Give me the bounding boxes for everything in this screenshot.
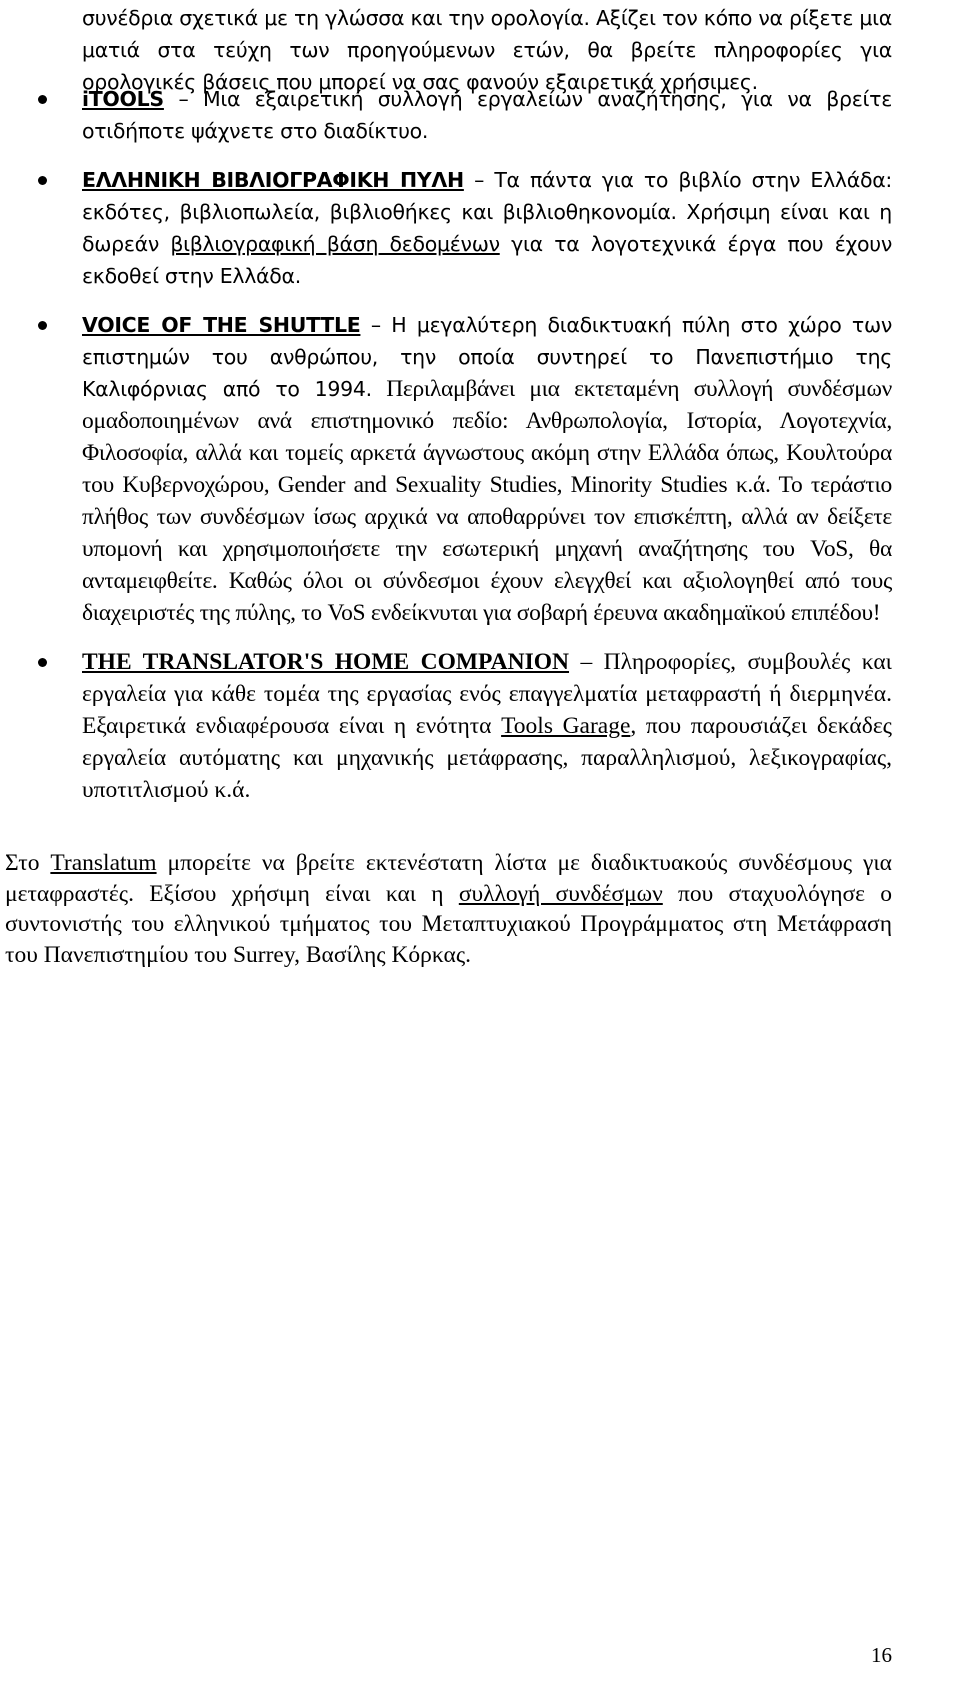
itools-description: – Μια εξαιρετική συλλογή εργαλείων αναζήτησης, για να βρείτε οτιδήποτε ψάχνετε στο διαδίκτυο. (82, 87, 892, 143)
list-item-itools (82, 83, 892, 147)
list-item-voice-of-the-shuttle (82, 309, 892, 629)
vos-description: – Η μεγαλύτερη διαδικτυακή πύλη στο χώρο των επιστημών του ανθρώπου, την οποία συντηρεί το Πανεπιστήμιο της Καλιφόρνιας από το 1994. (82, 313, 892, 401)
bibliographic-database-link[interactable]: βιβλιογραφική βάση δεδομένων (170, 232, 500, 256)
closing-text-3: που σταχυολόγησε ο συντονιστής του ελληνικού τμήματος του Μεταπτυχιακού Προγράμματος στη Μετάφραση του Πανεπιστημίου του Surrey, Βασίλης Κόρκας. (5, 880, 893, 968)
resource-list (82, 83, 892, 806)
bullet-icon (38, 95, 47, 104)
closing-text-2: μπορείτε να βρείτε εκτενέστατη λίστα με διαδικτυακούς συνδέσμους για μεταφραστές. Εξίσου χρήσιμη είναι και η (5, 850, 892, 907)
thc-description: – Πληροφορίες, συμβουλές και εργαλεία για κάθε τομέα της εργασίας ενός επαγγελματία μεταφραστή ή διερμηνέα. Εξαιρετικά ενδιαφέρουσα είναι η ενότητα (82, 649, 892, 739)
intro-continuation: συνέδρια σχετικά με τη γλώσσα και την ορολογία. Αξίζει τον κόπο να ρίξετε μια ματιά στα τεύχη των προηγούμενων ετών, θα βρείτε πληροφορίες για ορολογικές βάσεις που μπορεί να σας φανούν εξαιρετικά χρήσιμες. (82, 6, 892, 94)
itools-link[interactable]: iTOOLS (82, 87, 164, 111)
thc-description-end: , που παρουσιάζει δεκάδες εργαλεία αυτόματης και μηχανικής μετάφρασης, παραλληλισμού, λεξικογραφίας, υποτιτλισμού κ.ά. (82, 713, 892, 803)
translators-home-companion-link[interactable]: THE TRANSLATOR'S HOME COMPANION (82, 649, 570, 675)
link-collection-link[interactable]: συλλογή συνδέσμων (458, 880, 663, 907)
bullet-icon (38, 658, 47, 667)
greek-bibliography-description-end: για τα λογοτεχνικά έργα που έχουν εκδοθεί στην Ελλάδα. (82, 232, 892, 288)
bullet-icon (38, 176, 47, 185)
voice-of-the-shuttle-link[interactable]: VOICE OF THE SHUTTLE (82, 313, 361, 337)
vos-description-continued: Περιλαμβάνει μια εκτεταμένη συλλογή συνδέσμων ομαδοποιημένων ανά επιστημονικό πεδίο: Ανθρωπολογία, Ιστορία, Λογοτεχνία, Φιλοσοφία, αλλά και τομείς αρκετά άγνωστους ακόμη στην Ελλάδα όπως, Κουλτούρα του Κυβερνοχώρου, Gender and Sexuality Studies, Minority Studies κ.ά. Το τεράστιο πλήθος των συνδέσμων ίσως αρχικά να αποθαρρύνει τον επισκέπτη, αλλά αν δείξετε υπομονή και χρησιμοποιήσετε την εσωτερική μηχανή αναζήτησης του VoS, θα ανταμειφθείτε. Καθώς όλοι οι σύνδεσμοι έχουν ελεγχθεί και αξιολογηθεί από τους διαχειριστές της πύλης, το VoS ενδείκνυται για σοβαρή έρευνα ακαδημαϊκού επιπέδου! (82, 376, 893, 626)
greek-bibliography-description: – Τα πάντα για το βιβλίο στην Ελλάδα: εκδότες, βιβλιοπωλεία, βιβλιοθήκες και βιβλιοθηκονομία. Χρήσιμη είναι και η δωρεάν (82, 168, 893, 256)
greek-bibliography-link[interactable]: ΕΛΛΗΝΙΚΗ ΒΙΒΛΙΟΓΡΑΦΙΚΗ ΠΥΛΗ (82, 168, 464, 192)
list-item-greek-bibliography (82, 164, 892, 292)
list-item-translators-home-companion (82, 646, 892, 806)
translatum-link[interactable]: Translatum (50, 850, 157, 876)
closing-paragraph (5, 848, 892, 970)
closing-text-1: Στο (5, 850, 51, 876)
bullet-icon (38, 321, 47, 330)
page-number: 16 (871, 1643, 892, 1667)
tools-garage-link[interactable]: Tools Garage (501, 713, 631, 739)
